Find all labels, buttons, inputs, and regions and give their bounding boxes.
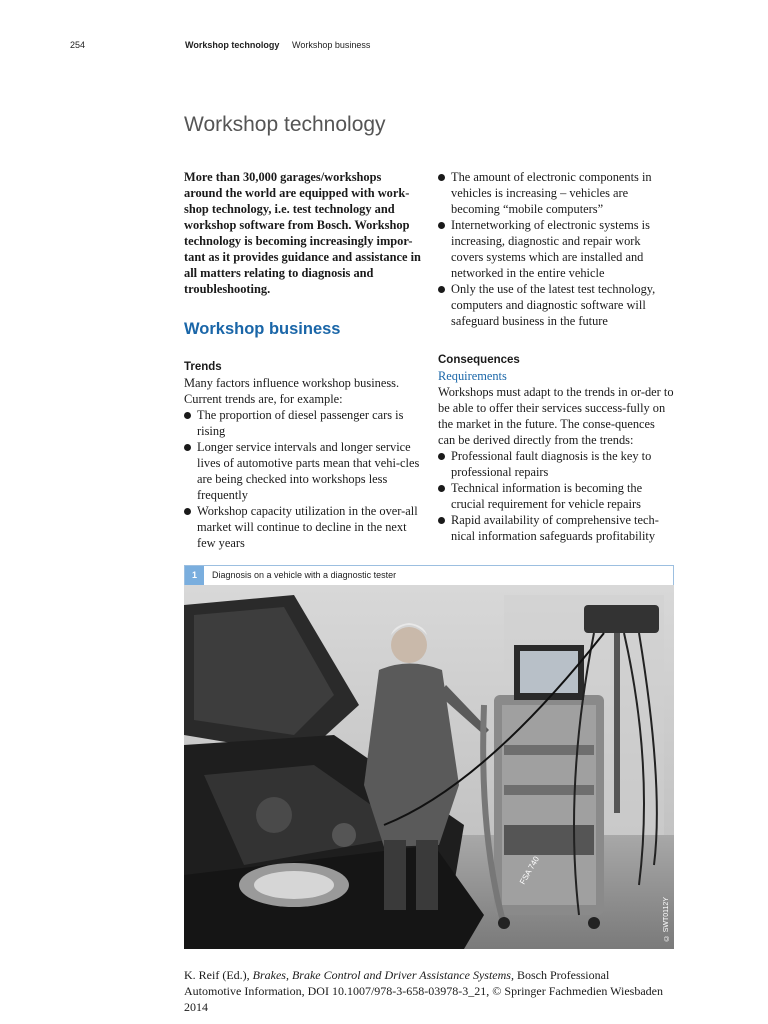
- photo-code: © SWT0112Y: [663, 896, 670, 941]
- list-item: [438, 169, 674, 217]
- list-item-text: The proportion of diesel passenger cars is rising: [197, 408, 404, 438]
- list-item-text: Internetworking of electronic systems is increasing, diagnostic and repair work covers systems which are installed and networked in the entire vehicle: [451, 218, 650, 280]
- bullet-icon: [438, 485, 445, 492]
- list-item-text: The amount of electronic components in vehicles is increasing – vehicles are becoming “mobile computers”: [451, 170, 652, 216]
- trends-list: [184, 407, 422, 551]
- device-label: FSA 740: [517, 854, 542, 886]
- page-number: 254: [70, 40, 86, 50]
- requirements-subheading: Requirements: [438, 369, 507, 383]
- intro-paragraph: More than 30,000 garages/workshops around the world are equipped with work-shop technology, i.e. test technology and workshop software from Bosch. Workshop technology is becoming increasingly impor-tant as it provides guidance and assistance in all matters relating to diagnosis and troubleshooting.: [184, 170, 421, 296]
- trends-continued-list: [438, 169, 674, 329]
- bullet-icon: [438, 286, 445, 293]
- list-item: [184, 439, 422, 503]
- bullet-icon: [184, 412, 191, 419]
- left-column: [184, 169, 422, 551]
- trends-heading: Trends: [184, 361, 222, 373]
- section-title: Workshop business: [184, 320, 341, 338]
- list-item: [438, 480, 674, 512]
- footer-editor: K. Reif (Ed.),: [184, 968, 250, 982]
- list-item-text: Only the use of the latest test technology, computers and diagnostic software will safeguard business in the future: [451, 282, 656, 328]
- header-subsection: Workshop business: [292, 40, 371, 50]
- list-item-text: Workshop capacity utilization in the over-all market will continue to decline in the next few years: [197, 504, 418, 550]
- figure-caption-bar: [184, 565, 674, 586]
- footer-citation: [184, 967, 684, 1015]
- figure-caption: Diagnosis on a vehicle with a diagnostic tester: [212, 570, 397, 580]
- list-item: [438, 281, 674, 329]
- bullet-icon: [438, 222, 445, 229]
- list-item-text: Rapid availability of comprehensive tech-nical information safeguards profitability: [451, 513, 659, 543]
- consequences-lead: Workshops must adapt to the trends in or-der to be able to offer their services success-fully on the market in the future. The conse-quences can be derived directly from the trends:: [438, 385, 674, 447]
- list-item: [184, 503, 422, 551]
- list-item-text: Longer service intervals and longer service lives of automotive parts mean that vehi-cles are being checked into workshops less frequently: [197, 440, 420, 502]
- consequences-block: [438, 352, 674, 544]
- bullet-icon: [438, 453, 445, 460]
- workshop-photo: [184, 585, 674, 949]
- list-item: [438, 448, 674, 480]
- right-column: [438, 169, 674, 544]
- list-item-text: Technical information is becoming the crucial requirement for vehicle repairs: [451, 481, 643, 511]
- figure-number: 1: [185, 566, 204, 585]
- list-item: [438, 217, 674, 281]
- bullet-icon: [184, 508, 191, 515]
- footer-doi: Automotive Information, DOI 10.1007/978-3-658-03978-3_21, © Springer Fachmedien Wiesbaden 2014: [184, 984, 663, 1014]
- consequences-list: [438, 448, 674, 544]
- header-section: Workshop technology: [185, 40, 280, 50]
- footer-publisher: Bosch Professional: [516, 968, 610, 982]
- workshop-photo-illustration: [184, 585, 674, 949]
- consequences-heading: Consequences: [438, 354, 520, 366]
- bullet-icon: [184, 444, 191, 451]
- figure-1: [184, 565, 674, 949]
- footer-book-title: Brakes, Brake Control and Driver Assistance Systems,: [252, 968, 514, 982]
- list-item: [184, 407, 422, 439]
- list-item: [438, 512, 674, 544]
- bullet-icon: [438, 174, 445, 181]
- trends-lead: Many factors influence workshop business. Current trends are, for example:: [184, 376, 400, 406]
- bullet-icon: [438, 517, 445, 524]
- list-item-text: Professional fault diagnosis is the key to professional repairs: [451, 449, 652, 479]
- page-title: Workshop technology: [184, 113, 386, 136]
